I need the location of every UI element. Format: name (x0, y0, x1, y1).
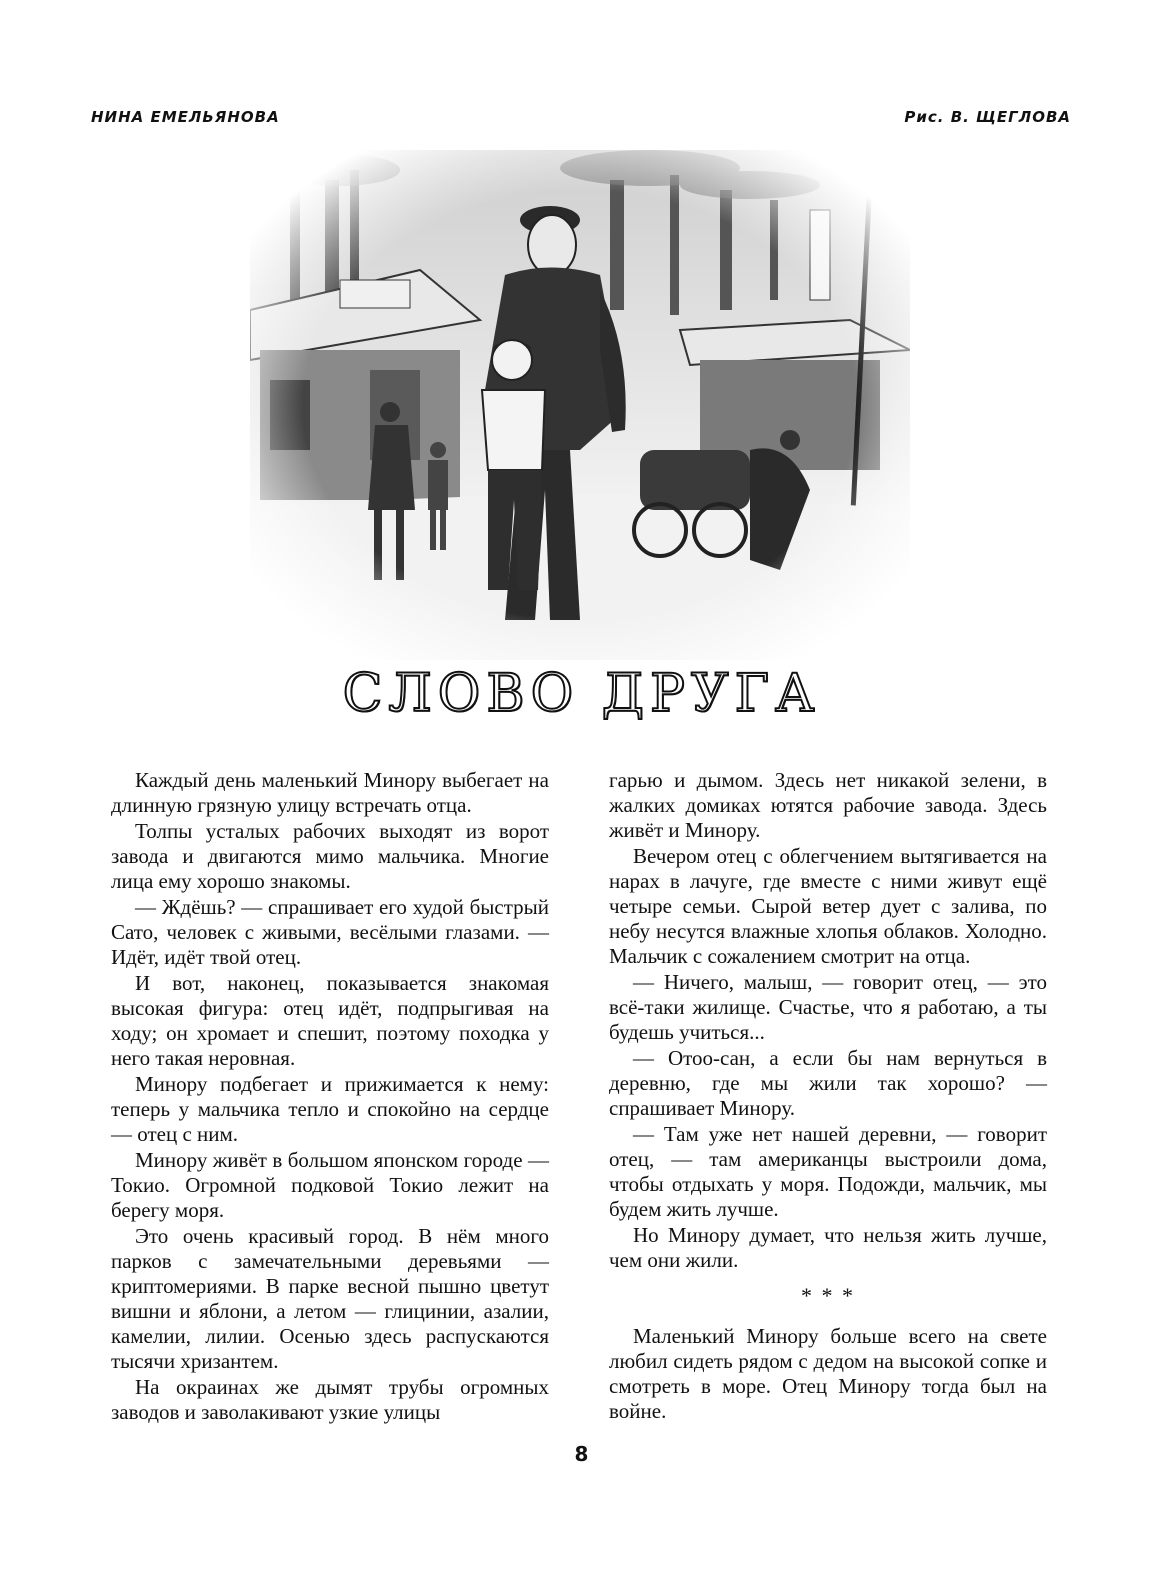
paragraph: Но Минору думает, что нельзя жить лучше, чем они жили. (609, 1223, 1047, 1272)
text-column-right (609, 768, 1047, 1425)
paragraph: Каждый день маленький Минору выбегает на длинную грязную улицу встречать отца. (111, 768, 549, 817)
paragraph: Вечером отец с облегчением вытягивается на нарах в лачуге, где вместе с ними живут ещё четыре семьи. Сырой ветер дует с залива, по небу несутся влажные хлопья облаков. Холодно. Мальчик с сожалением смотрит на отца. (609, 844, 1047, 968)
story-title: СЛОВО ДРУГА (342, 664, 821, 724)
paragraph: Это очень красивый город. В нём много парков с замечательными деревьями — криптомериями. В парке весной пышно цветут вишни и яблони, а летом — глицинии, азалии, камелии, лилии. Осенью здесь распускаются тысячи хризантем. (111, 1224, 549, 1373)
text-column-left (111, 768, 549, 1426)
illustration (250, 150, 910, 660)
section-separator: * * * (801, 1283, 855, 1308)
author-name: НИНА ЕМЕЛЬЯНОВА (91, 108, 280, 126)
paragraph: Маленький Минору больше всего на свете любил сидеть рядом с дедом на высокой сопке и смотреть в море. Отец Минору тогда был на войне. (609, 1324, 1047, 1423)
paragraph-continuation: гарью и дымом. Здесь нет никакой зелени, в жалких домиках ютятся рабочие завода. Здесь живёт и Минору. (609, 768, 1047, 842)
paragraph: Минору подбегает и прижимается к нему: теперь у мальчика тепло и спокойно на сердце — отец с ним. (111, 1072, 549, 1146)
paragraph: — Отоо-сан, а если бы нам вернуться в деревню, где мы жили так хорошо? — спрашивает Минору. (609, 1046, 1047, 1120)
paragraph: Минору живёт в большом японском городе — Токио. Огромной подковой Токио лежит на берегу моря. (111, 1148, 549, 1222)
paragraph: И вот, наконец, показывается знакомая высокая фигура: отец идёт, подпрыгивая на ходу; он хромает и спешит, поэтому походка у него такая неровная. (111, 971, 549, 1070)
paragraph: — Ничего, малыш, — говорит отец, — это всё-таки жилище. Счастье, что я работаю, а ты будешь учиться... (609, 970, 1047, 1044)
paragraph: Толпы усталых рабочих выходят из ворот завода и двигаются мимо мальчика. Многие лица ему хорошо знакомы. (111, 819, 549, 893)
page-number: 8 (574, 1442, 589, 1466)
paragraph: — Ждёшь? — спрашивает его худой быстрый Сато, человек с живыми, весёлыми глазами. — Идёт, идёт твой отец. (111, 895, 549, 969)
paragraph: На окраинах же дымят трубы огромных заводов и заволакивают узкие улицы (111, 1375, 549, 1424)
illustrator-credit: Рис. В. ЩЕГЛОВА (904, 108, 1071, 126)
paragraph: — Там уже нет нашей деревни, — говорит отец, — там американцы выстроили дома, чтобы отдыхать у моря. Подожди, мальчик, мы будем жить лучше. (609, 1122, 1047, 1221)
